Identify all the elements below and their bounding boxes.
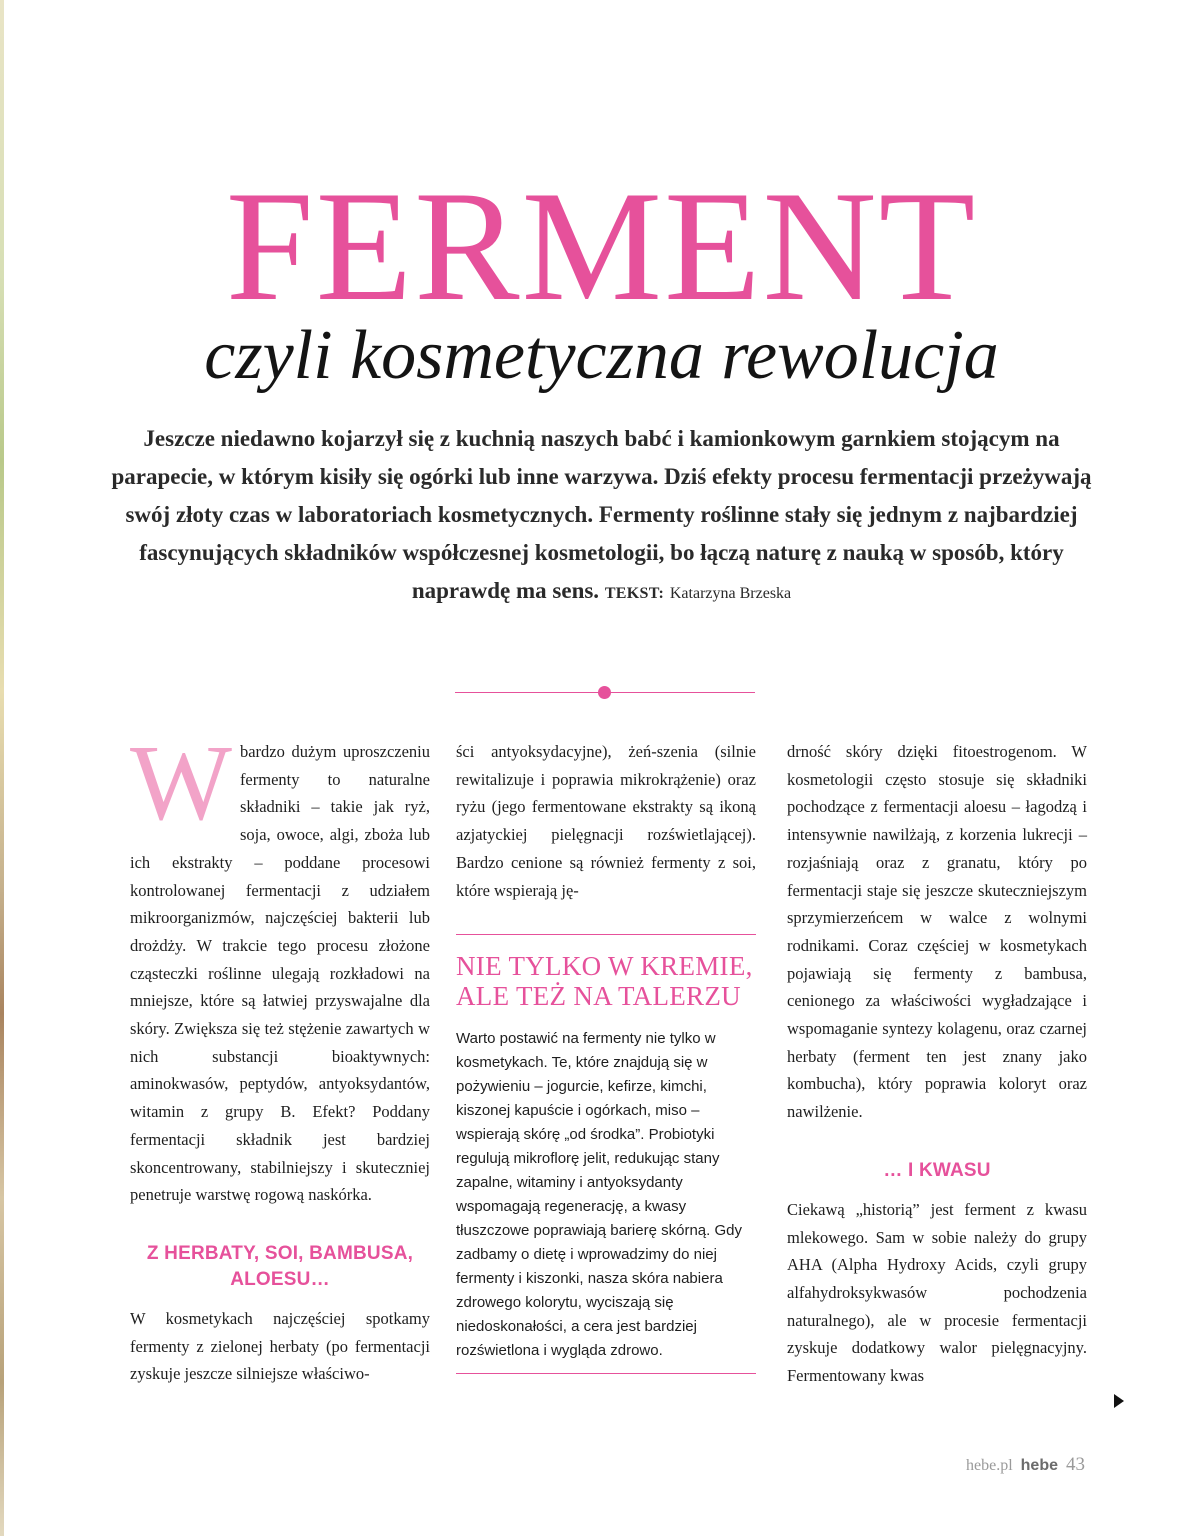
body-paragraph: bardzo dużym uproszczeniu fermenty to naturalne składniki – takie jak ryż, soja, owoce, algi, zboża lub ich ekstrakty – poddane procesowi kontrolowanej fermentacji z udziałem mikroorganizmów, najczęściej bakterii lub drożdży. W trakcie tego procesu złożone cząsteczki roślinne ulegają rozkładowi na mniejsze, które są łatwiej przyswajalne dla skóry. Zwiększa się też stężenie zawartych w nich substancji bioaktywnych: aminokwasów, peptydów, antyoksydantów, witamin z grupy B. Efekt? Poddany fermentacji składnik jest bardziej skoncentrowany, stabilniejszy i skuteczniej penetruje warstwę rogową naskórka. [130,742,430,1205]
article-title: FERMENT [225,159,978,334]
subheading: … I KWASU [883,1159,991,1181]
continue-arrow-icon [1114,1394,1124,1408]
sidebar-paragraph: Warto postawić na fermenty nie tylko w kosmetykach. Te, które znajdują się w pożywieniu – jogurcie, kefirze, kimchi, kiszonej kapuście i ogórkach, miso – wspierają skórę „od środka”. Probiotyki regulują mikroflorę jelit, redukując stany zapalne, witaminy i antyoksydanty wspomagają regenerację, a kwasy tłuszczowe poprawiają barierę skórną. Gdy zadbamy o dietę i wprowadzimy do niej fermenty i kiszonki, nasza skóra nabiera zdrowego kolorytu, wyciszają się niedoskonałości, a cera jest bardziej rozświetlona i wygląda zdrowo. [456,1030,742,1360]
column-3 [787,738,1087,1390]
page-footer [966,1454,1085,1476]
lead-paragraph [110,420,1093,613]
credit-author: Katarzyna Brzeska [669,585,792,602]
subheading: Z HERBATY, SOI, BAMBUSA, ALOESU… [146,1242,414,1290]
sidebar-top-rule [456,934,756,935]
credit-label: TEKST: [604,585,665,602]
divider-dot [598,686,611,699]
footer-brand: hebe [1020,1457,1058,1474]
article-subtitle: czyli kosmetyczna rewolucja [204,317,999,394]
body-paragraph: Ciekawą „historią” jest ferment z kwasu mlekowego. Sam w sobie należy do grupy AHA (Alpha Hydroxy Acids, czyli grupy alfahydroksykwasów pochodzenia naturalnego), ale w procesie fermentacji zyskuje dodatkowy walor pielęgnacyjny. Fermentowany kwas [787,1199,1087,1386]
footer-site: hebe.pl [966,1457,1013,1474]
sidebar-bottom-rule [456,1373,756,1374]
body-paragraph: drność skóry dzięki fitoestrogenom. W kosmetologii często stosuje się składniki pochodzące z fermentacji aloesu – łagodzą i intensywnie nawilżają, z korzenia lukrecji – rozjaśniają oraz z granatu, który po fermentacji staje się jeszcze skuteczniejszym sprzymierzeńcem w walce z wolnymi rodnikami. Coraz częściej w kosmetykach pojawiają się fermenty z bambusa, cenionego za właściwości wygładzające i wspomaganie syntezy kolagenu, oraz czarnej herbaty (ferment ten jest znany jako kombucha), który poprawia koloryt oraz nawilżenie. [787,742,1087,1122]
body-paragraph: W kosmetykach najczęściej spotkamy fermenty z zielonej herbaty (po fermentacji zyskuje jeszcze silniejsze właściwo- [130,1308,430,1384]
sidebar-heading: NIE TYLKO W KREMIE, ALE TEŻ NA TALERZU [456,951,753,1012]
page-number: 43 [1066,1454,1085,1475]
column-1 [130,724,430,1388]
drop-cap: W [130,724,232,843]
body-paragraph: ści antyoksydacyjne), żeń-szenia (silnie rewitalizuje i poprawia mikrokrążenie) oraz ryżu (jego fermentowane ekstrakty są ikoną azjatyckiej pielęgnacji rozświetlającej). Bardzo cenione są również fermenty z soi, które wspierają ję- [456,742,756,900]
column-2 [456,738,756,1374]
lead-text: Jeszcze niedawno kojarzył się z kuchnią naszych babć i kamionkowym garnkiem stojącym na parapecie, w którym kisiły się ogórki lub inne warzywa. Dziś efekty procesu fermentacji przeżywają swój złoty czas w laboratoriach kosmetycznych. Fermenty roślinne stały się jednym z najbardziej fascynujących składników współczesnej kosmetologii, bo łączą naturę z nauką w sposób, który naprawdę ma sens. [111,426,1092,603]
